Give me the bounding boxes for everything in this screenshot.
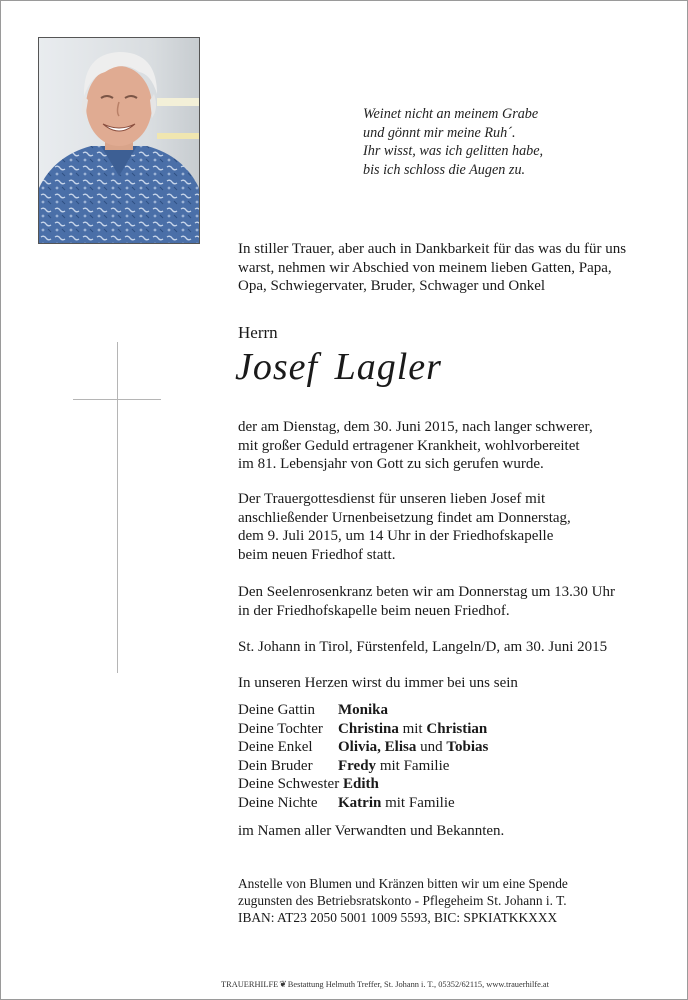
intro-line: warst, nehmen wir Abschied von meinem lieben Gatten, Papa, (238, 259, 612, 276)
rosary-line: in der Friedhofskapelle beim neuen Friedhof. (238, 602, 510, 619)
relative-label: Dein Bruder (238, 757, 313, 774)
death-notice (238, 418, 593, 474)
relative-name: Edith (342, 776, 379, 793)
rosary-info (238, 583, 615, 620)
rosary-line: Den Seelenrosenkranz beten wir am Donnerstag um 13.30 Uhr (238, 584, 615, 600)
relative-name: Christina (338, 720, 399, 737)
closing-line: im Namen aller Verwandten und Bekannten. (238, 823, 505, 839)
poem-line: und gönnt mir meine Ruh´. (363, 124, 516, 141)
relative-label: Deine Tochter (238, 720, 323, 737)
donation-line: Anstelle von Blumen und Kränzen bitten wir um eine Spende (238, 876, 568, 891)
place-date: St. Johann in Tirol, Fürstenfeld, Langeln/D, am 30. Juni 2015 (238, 639, 608, 655)
death-notice-line: der am Dienstag, dem 30. Juni 2015, nach langer schwerer, (238, 419, 593, 435)
relative-name: Fredy (338, 757, 377, 774)
cross-vertical-bar (117, 342, 118, 673)
relative-row (238, 794, 488, 813)
intro-text (238, 240, 626, 296)
relative-row (238, 720, 488, 739)
relative-label: Deine Schwester (238, 776, 340, 793)
donation-info (238, 875, 568, 926)
relative-label: Deine Nichte (238, 794, 318, 811)
funeral-info (238, 490, 571, 564)
relative-row (238, 738, 488, 757)
relative-suffix: mit Familie (381, 794, 455, 811)
relative-row (238, 701, 488, 720)
funeral-line: anschließender Urnenbeisetzung findet am Donnerstag, (238, 509, 571, 526)
deceased-name: Josef Lagler (235, 346, 442, 388)
donation-line: IBAN: AT23 2050 5001 1009 5593, BIC: SPKIATKKXXX (238, 910, 558, 925)
intro-line: Opa, Schwiegervater, Bruder, Schwager und Onkel (238, 278, 546, 295)
death-notice-line: mit großer Geduld ertragener Krankheit, wohlvorbereitet (238, 437, 580, 454)
salutation: Herrn (238, 323, 278, 342)
relatives-list (238, 701, 488, 813)
relative-separator: mit (398, 720, 427, 737)
relative-separator: und (416, 739, 447, 756)
donation-line: zugunsten des Betriebsratskonto - Pflegeheim St. Johann i. T. (238, 893, 567, 908)
relative-label: Deine Gattin (238, 702, 316, 718)
poem (363, 105, 543, 179)
relative-name-2: Christian (426, 720, 488, 737)
footer-text: Bestattung Helmuth Treffer, St. Johann i. T., 05352/62115, www.trauerhilfe.at (287, 980, 549, 989)
footer (221, 979, 549, 990)
relative-name: Monika (338, 702, 389, 718)
poem-line: Ihr wisst, was ich gelitten habe, (363, 143, 544, 159)
cross-horizontal-bar (73, 399, 161, 400)
relative-suffix: mit Familie (376, 757, 450, 774)
relative-name: Olivia, Elisa (338, 739, 417, 756)
funeral-line: beim neuen Friedhof statt. (238, 546, 396, 563)
footer-brand: TRAUERHILFE (221, 980, 279, 989)
poem-line: Weinet nicht an meinem Grabe (363, 106, 539, 122)
death-notice-line: im 81. Lebensjahr von Gott zu sich gerufen wurde. (238, 456, 544, 473)
intro-line: In stiller Trauer, aber auch in Dankbarkeit für das was du für uns (238, 241, 627, 257)
leaf-icon: ❦ (279, 979, 287, 989)
relative-name: Katrin (338, 794, 382, 811)
relative-row (238, 775, 488, 794)
portrait-photo (38, 37, 200, 244)
relative-name-2: Tobias (446, 739, 489, 756)
funeral-line: dem 9. Juli 2015, um 14 Uhr in der Friedhofskapelle (238, 528, 554, 545)
relative-row (238, 757, 488, 776)
relative-label: Deine Enkel (238, 739, 313, 756)
funeral-line: Der Trauergottesdienst für unseren lieben Josef mit (238, 491, 546, 507)
poem-line: bis ich schloss die Augen zu. (363, 161, 526, 178)
motto: In unseren Herzen wirst du immer bei uns sein (238, 675, 518, 691)
